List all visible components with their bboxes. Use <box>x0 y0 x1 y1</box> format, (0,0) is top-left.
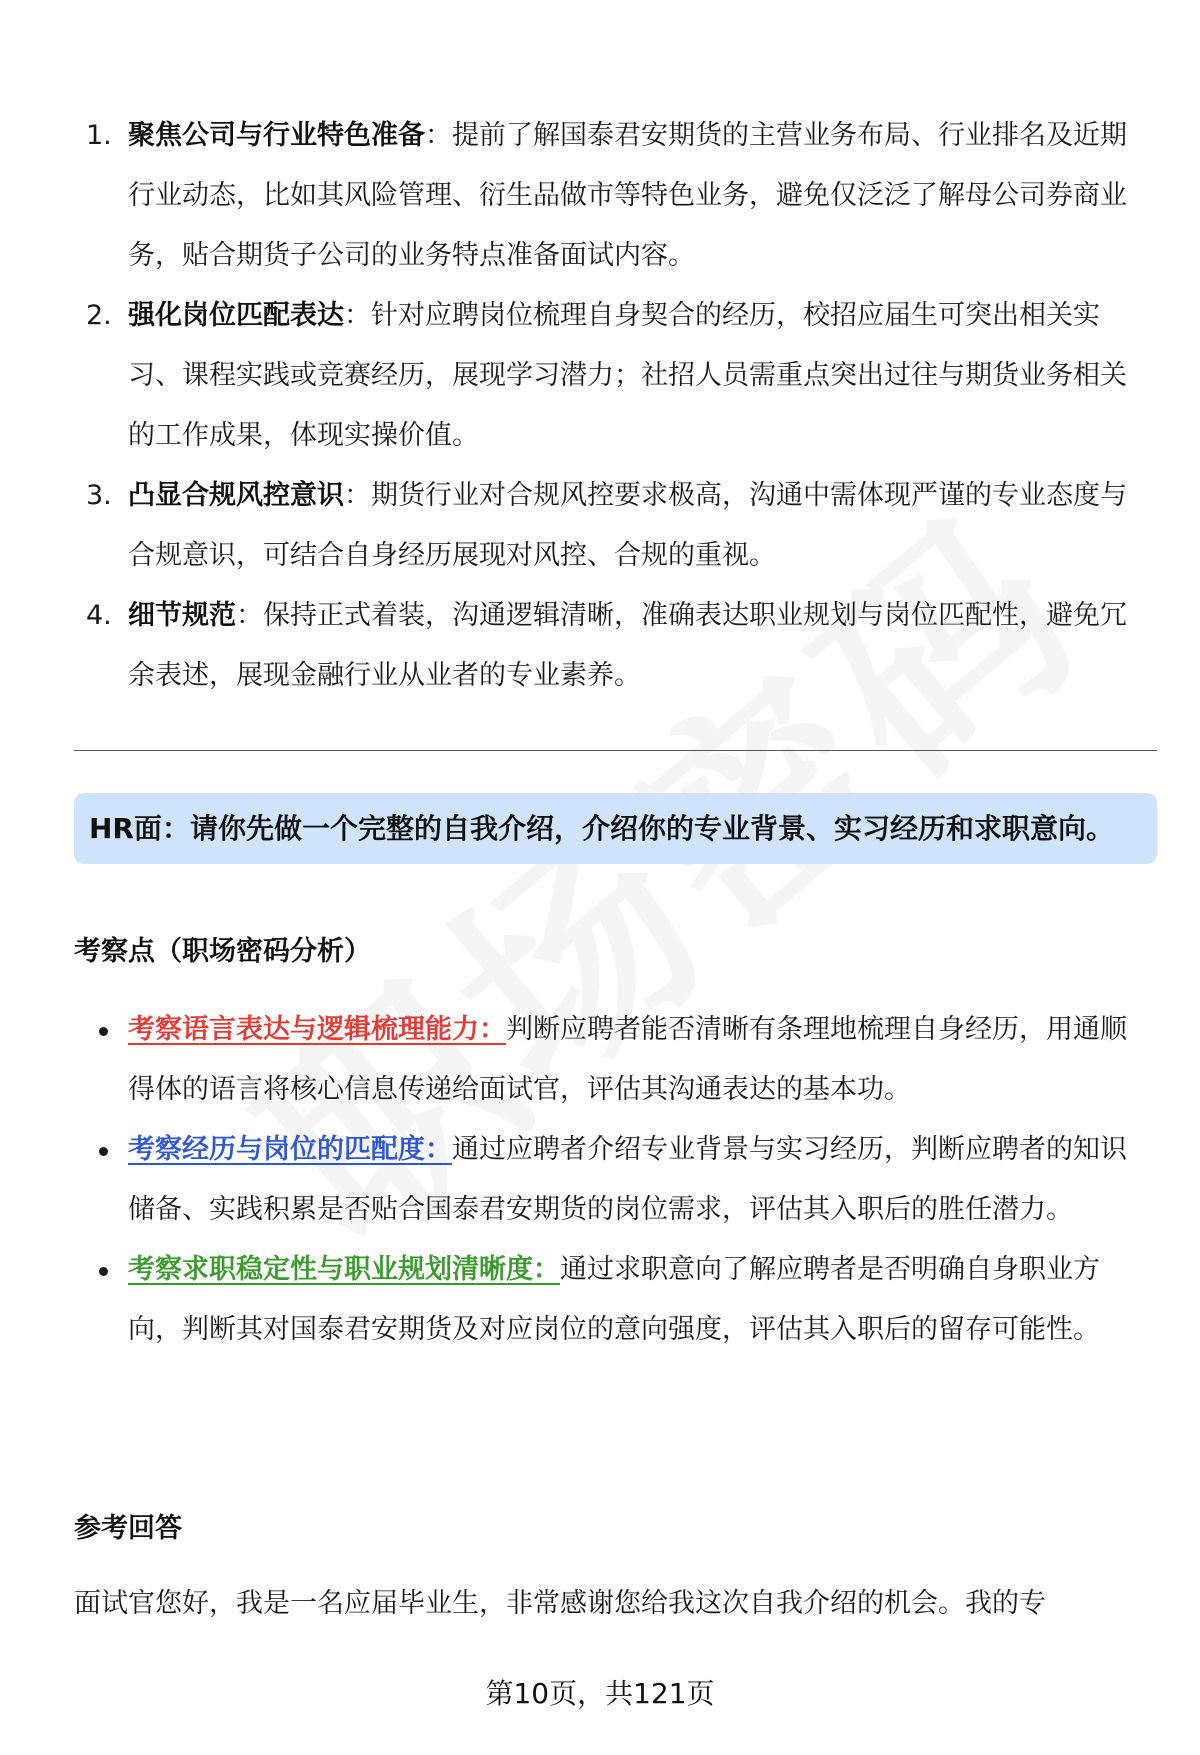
point-heading: 考察语言表达与逻辑梳理能力： <box>128 1014 506 1045</box>
assessment-title: 考察点（职场密码分析） <box>74 936 371 967</box>
page-number: 第10页，共121页 <box>485 1677 715 1710</box>
tip-number: 1. <box>86 120 112 151</box>
point-heading: 考察经历与岗位的匹配度： <box>128 1134 452 1165</box>
assessment-points-list <box>74 1000 1152 1360</box>
tip-lead: 聚焦公司与行业特色准备 <box>128 120 425 151</box>
tip-number: 3. <box>86 480 112 511</box>
point-text: 判断应聘者能否清晰有条理地梳理自身经历，用通顺得体的语言将核心信息传递给面试官，评估其沟通表达的基本功。 <box>128 1014 1127 1105</box>
tips-list <box>74 106 1144 706</box>
question-box: HR面：请你先做一个完整的自我介绍，介绍你的专业背景、实习经历和求职意向。 <box>74 793 1157 864</box>
tip-lead: 细节规范 <box>128 600 236 631</box>
point-heading: 考察求职稳定性与职业规划清晰度： <box>128 1254 560 1285</box>
reference-answer-title: 参考回答 <box>74 1513 182 1544</box>
bullet-icon <box>99 1027 108 1036</box>
assessment-point <box>74 1240 1152 1360</box>
tip-text: ：针对应聘岗位梳理自身契合的经历，校招应届生可突出相关实习、课程实践或竞赛经历，展现学习潜力；社招人员需重点突出过往与期货业务相关的工作成果，体现实操价值。 <box>128 300 1127 451</box>
bullet-icon <box>99 1147 108 1156</box>
tip-lead: 强化岗位匹配表达 <box>128 300 344 331</box>
assessment-point <box>74 1000 1152 1120</box>
assessment-point <box>74 1120 1152 1240</box>
tip-text: ：保持正式着装，沟通逻辑清晰，准确表达职业规划与岗位匹配性，避免冗余表述，展现金融行业从业者的专业素养。 <box>128 600 1127 691</box>
point-text: 通过应聘者介绍专业背景与实习经历，判断应聘者的知识储备、实践积累是否贴合国泰君安期货的岗位需求，评估其入职后的胜任潜力。 <box>128 1134 1127 1225</box>
tip-item <box>74 106 1144 286</box>
point-text: 通过求职意向了解应聘者是否明确自身职业方向，判断其对国泰君安期货及对应岗位的意向强度，评估其入职后的留存可能性。 <box>128 1254 1100 1345</box>
bullet-icon <box>99 1267 108 1276</box>
tip-lead: 凸显合规风控意识 <box>128 480 344 511</box>
tip-number: 4. <box>86 600 112 631</box>
reference-answer-text: 面试官您好，我是一名应届毕业生，非常感谢您给我这次自我介绍的机会。我的专 <box>74 1588 1046 1619</box>
tip-text: ：期货行业对合规风控要求极高，沟通中需体现严谨的专业态度与合规意识，可结合自身经历展现对风控、合规的重视。 <box>128 480 1127 571</box>
tip-item <box>74 286 1144 466</box>
section-divider <box>74 750 1157 751</box>
tip-item <box>74 466 1144 586</box>
tip-item <box>74 586 1144 706</box>
tip-number: 2. <box>86 300 112 331</box>
tip-text: ：提前了解国泰君安期货的主营业务布局、行业排名及近期行业动态，比如其风险管理、衍生品做市等特色业务，避免仅泛泛了解母公司券商业务，贴合期货子公司的业务特点准备面试内容。 <box>128 120 1127 271</box>
